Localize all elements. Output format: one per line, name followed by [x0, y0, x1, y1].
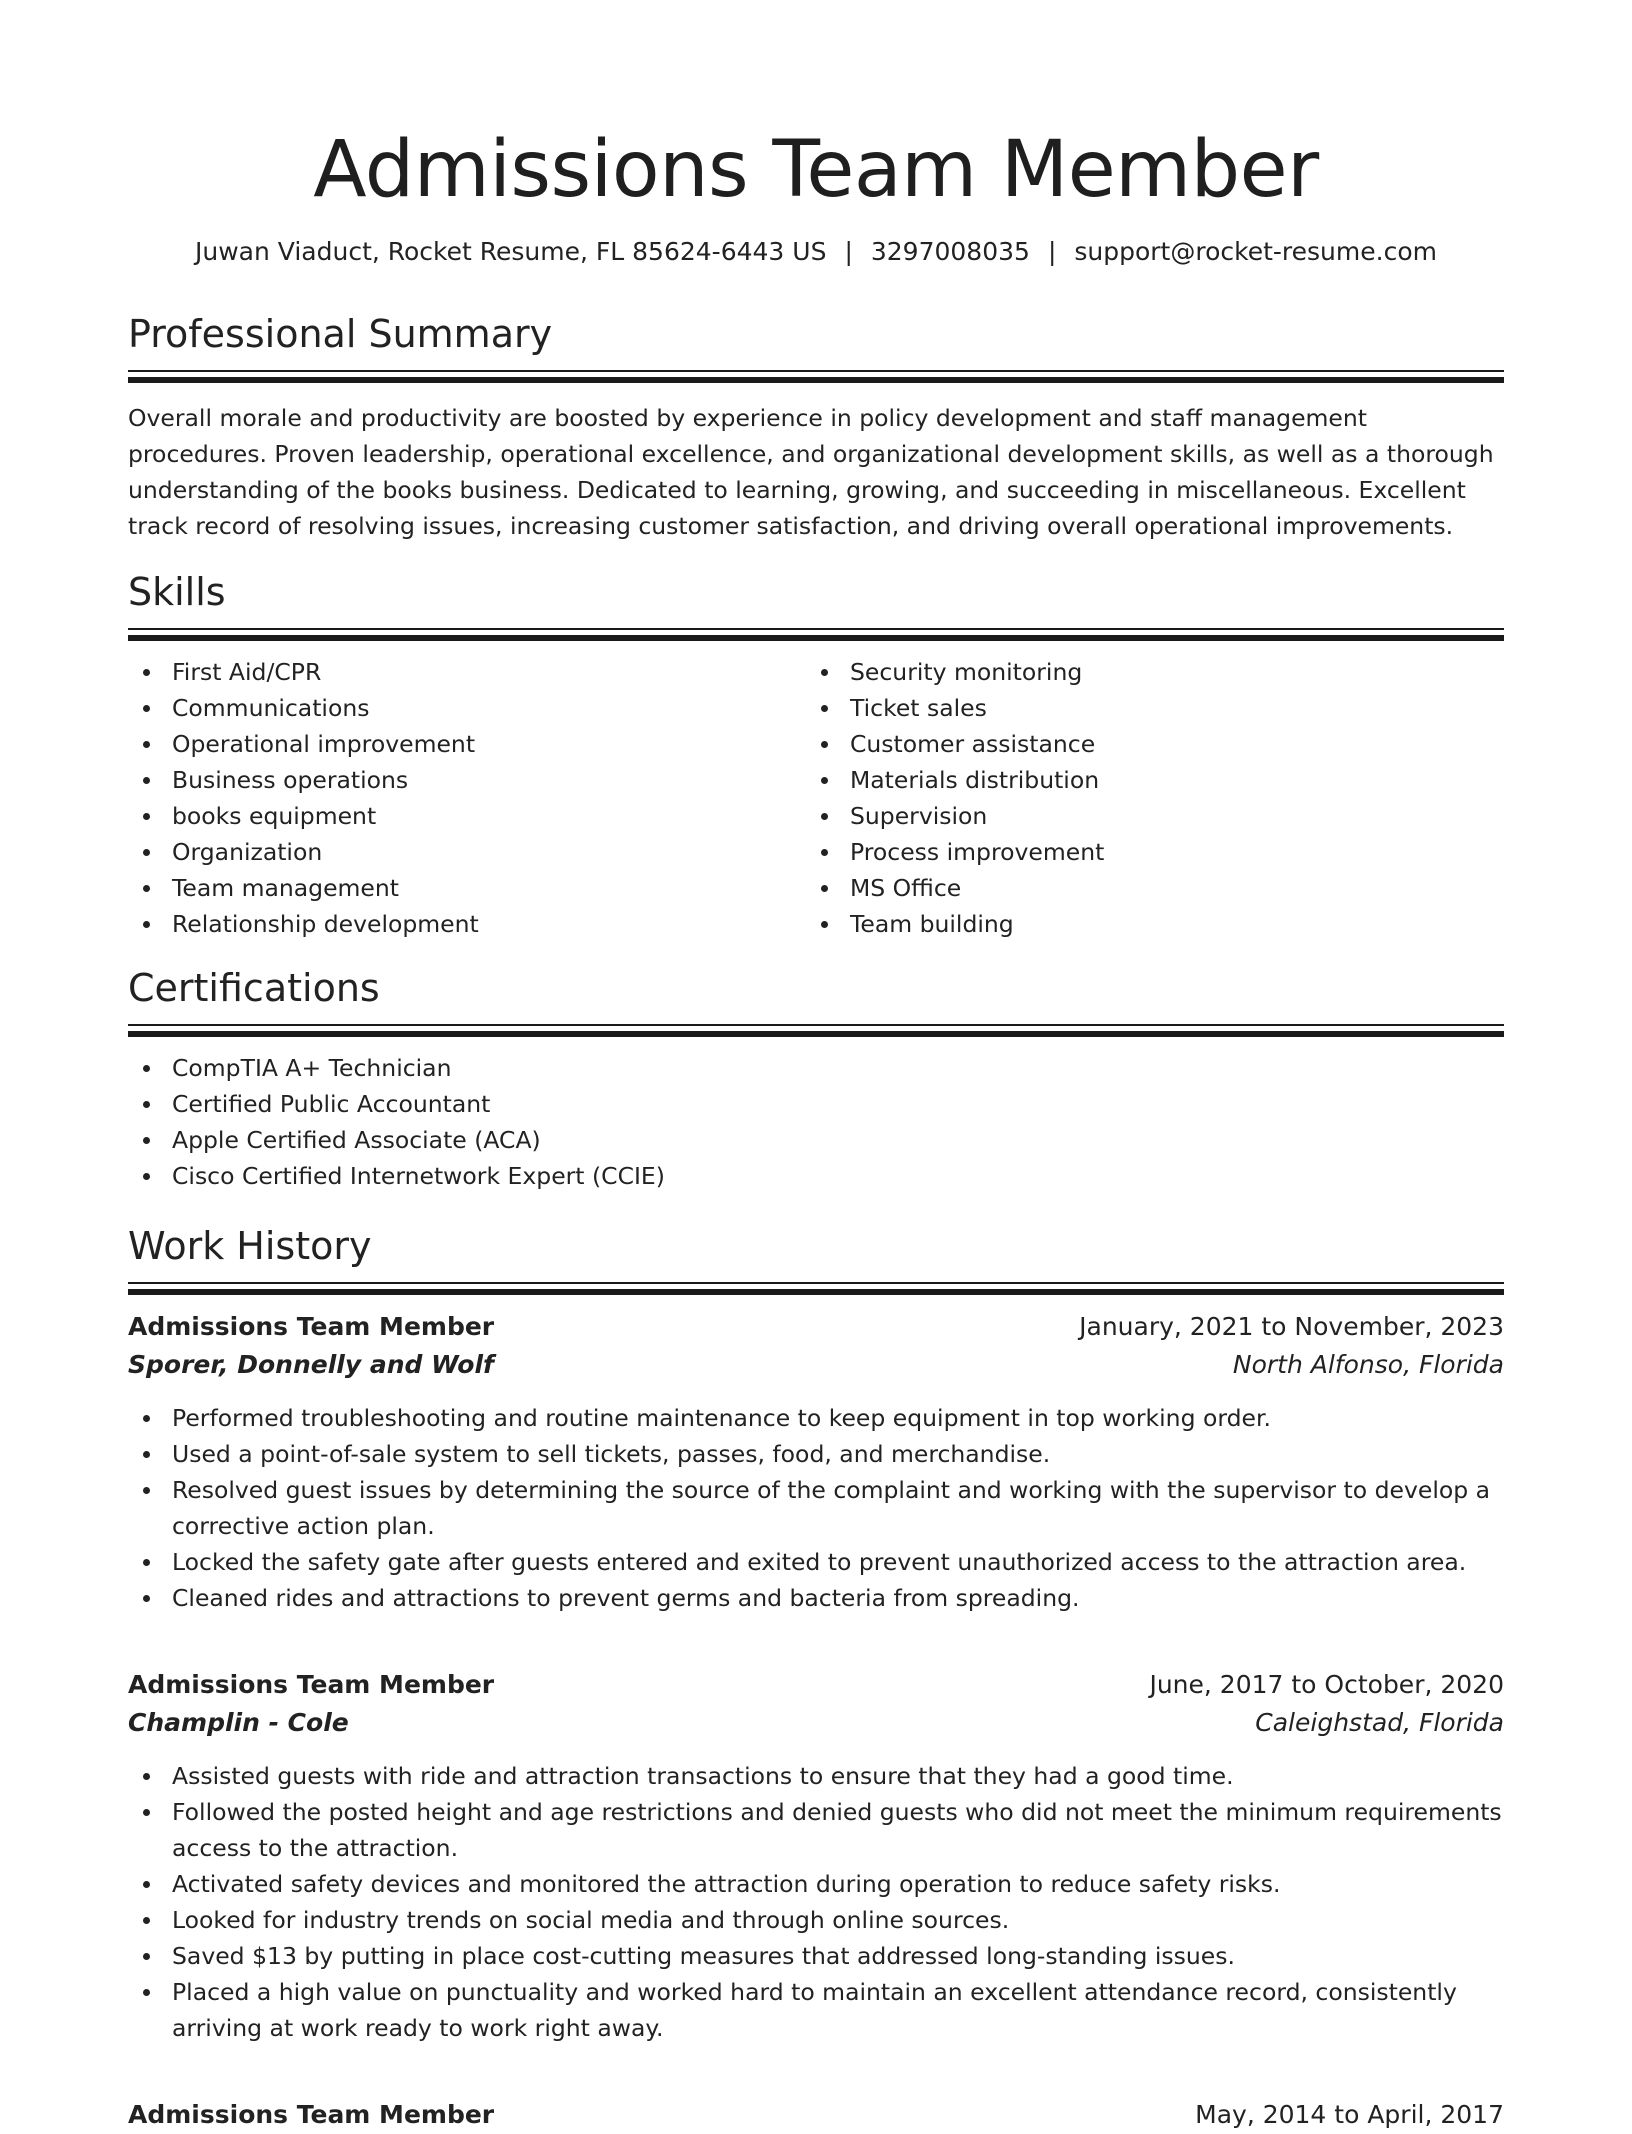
- job-company-row: [128, 1346, 1504, 1384]
- job-dates: May, 2014 to April, 2017: [1195, 2099, 1504, 2129]
- job-company: Champlin - Cole: [128, 1707, 349, 1737]
- resume-title: Admissions Team Member: [313, 125, 1319, 215]
- skill-item: Security monitoring: [850, 654, 1548, 690]
- skill-item: Supervision: [850, 798, 1548, 834]
- skill-item: Process improvement: [850, 834, 1548, 870]
- job-duty-item: Cleaned rides and attractions to prevent germs and bacteria from spreading.: [172, 1580, 1504, 1616]
- contact-separator: |: [1047, 237, 1057, 266]
- skill-item: Operational improvement: [172, 726, 806, 762]
- job-entry: [128, 2096, 1504, 2134]
- section-divider: [128, 628, 1504, 630]
- job-duty-item: Saved $13 by putting in place cost-cutting measures that addressed long-standing issues.: [172, 1938, 1504, 1974]
- contact-separator: |: [844, 237, 853, 266]
- section-heading: Certifications: [128, 965, 380, 1010]
- skill-item: Ticket sales: [850, 690, 1548, 726]
- job-duty-item: Used a point-of-sale system to sell tickets, passes, food, and merchandise.: [172, 1436, 1504, 1472]
- contact-line: [128, 234, 1504, 270]
- job-duty-item: Performed troubleshooting and routine maintenance to keep equipment in top working order.: [172, 1400, 1504, 1436]
- skill-item: MS Office: [850, 870, 1548, 906]
- job-header-row: [128, 2096, 1504, 2134]
- job-location: North Alfonso, Florida: [1232, 1349, 1504, 1379]
- certifications-list: [128, 1050, 1504, 1194]
- job-entry: [128, 1666, 1504, 2046]
- skill-item: books equipment: [172, 798, 806, 834]
- job-company: Sporer, Donnelly and Wolf: [128, 1349, 494, 1379]
- skill-item: Materials distribution: [850, 762, 1548, 798]
- skill-item: Organization: [172, 834, 806, 870]
- contact-address: Juwan Viaduct, Rocket Resume, FL 85624-6443 US: [195, 237, 827, 266]
- professional-summary-section: [128, 310, 1504, 544]
- job-duty-item: Locked the safety gate after guests entered and exited to prevent unauthorized access to the attraction area.: [172, 1544, 1504, 1580]
- job-header-row: [128, 1308, 1504, 1346]
- certification-item: CompTIA A+ Technician: [172, 1050, 1504, 1086]
- section-heading: Work History: [128, 1223, 372, 1268]
- skills-list-right: [806, 654, 1548, 942]
- work-history-section: [128, 1222, 1504, 2134]
- skill-item: Communications: [172, 690, 806, 726]
- section-divider: [128, 1024, 1504, 1026]
- section-divider: [128, 1282, 1504, 1284]
- section-heading: Professional Summary: [128, 312, 553, 356]
- job-dates: January, 2021 to November, 2023: [1079, 1311, 1504, 1341]
- job-duty-item: Activated safety devices and monitored the attraction during operation to reduce safety risks.: [172, 1866, 1504, 1902]
- contact-email: support@rocket-resume.com: [1074, 237, 1437, 266]
- skill-item: Business operations: [172, 762, 806, 798]
- section-divider: [128, 370, 1504, 372]
- job-duties-list: [128, 1758, 1504, 2046]
- skill-item: Customer assistance: [850, 726, 1548, 762]
- skills-list-left: [128, 654, 806, 942]
- certifications-section: [128, 964, 1504, 1194]
- skill-item: Team management: [172, 870, 806, 906]
- job-title: Admissions Team Member: [128, 1311, 495, 1341]
- job-location: Caleighstad, Florida: [1255, 1707, 1504, 1737]
- contact-phone: 3297008035: [870, 237, 1030, 266]
- job-title: Admissions Team Member: [128, 2099, 495, 2129]
- job-dates: June, 2017 to October, 2020: [1149, 1669, 1504, 1699]
- skill-item: Relationship development: [172, 906, 806, 942]
- certification-item: Cisco Certified Internetwork Expert (CCIE): [172, 1158, 1504, 1194]
- certification-item: Apple Certified Associate (ACA): [172, 1122, 1504, 1158]
- skills-grid: [128, 654, 1504, 942]
- job-header-row: [128, 1666, 1504, 1704]
- job-company-row: [128, 1704, 1504, 1742]
- skills-section: [128, 568, 1504, 942]
- skill-item: Team building: [850, 906, 1548, 942]
- skill-item: First Aid/CPR: [172, 654, 806, 690]
- job-duty-item: Followed the posted height and age restrictions and denied guests who did not meet the minimum requirements access to the attraction.: [172, 1794, 1504, 1866]
- job-duty-item: Resolved guest issues by determining the source of the complaint and working with the supervisor to develop a corrective action plan.: [172, 1472, 1504, 1544]
- job-entry: [128, 1308, 1504, 1616]
- job-title: Admissions Team Member: [128, 1669, 495, 1699]
- job-duty-item: Placed a high value on punctuality and worked hard to maintain an excellent attendance record, consistently arriving at work ready to work right away.: [172, 1974, 1504, 2046]
- job-duty-item: Assisted guests with ride and attraction transactions to ensure that they had a good time.: [172, 1758, 1504, 1794]
- summary-paragraph: Overall morale and productivity are boosted by experience in policy development and staff management procedures. Proven leadership, operational excellence, and organizational development skills, as well as a thorough understanding of the books business. Dedicated to learning, growing, and succeeding in miscellaneous. Excellent track record of resolving issues, increasing customer satisfaction, and driving overall operational improvements.: [128, 404, 1494, 540]
- job-duty-item: Looked for industry trends on social media and through online sources.: [172, 1902, 1504, 1938]
- resume-page: [128, 0, 1504, 2134]
- section-heading: Skills: [128, 569, 226, 614]
- certification-item: Certified Public Accountant: [172, 1086, 1504, 1122]
- job-duties-list: [128, 1400, 1504, 1616]
